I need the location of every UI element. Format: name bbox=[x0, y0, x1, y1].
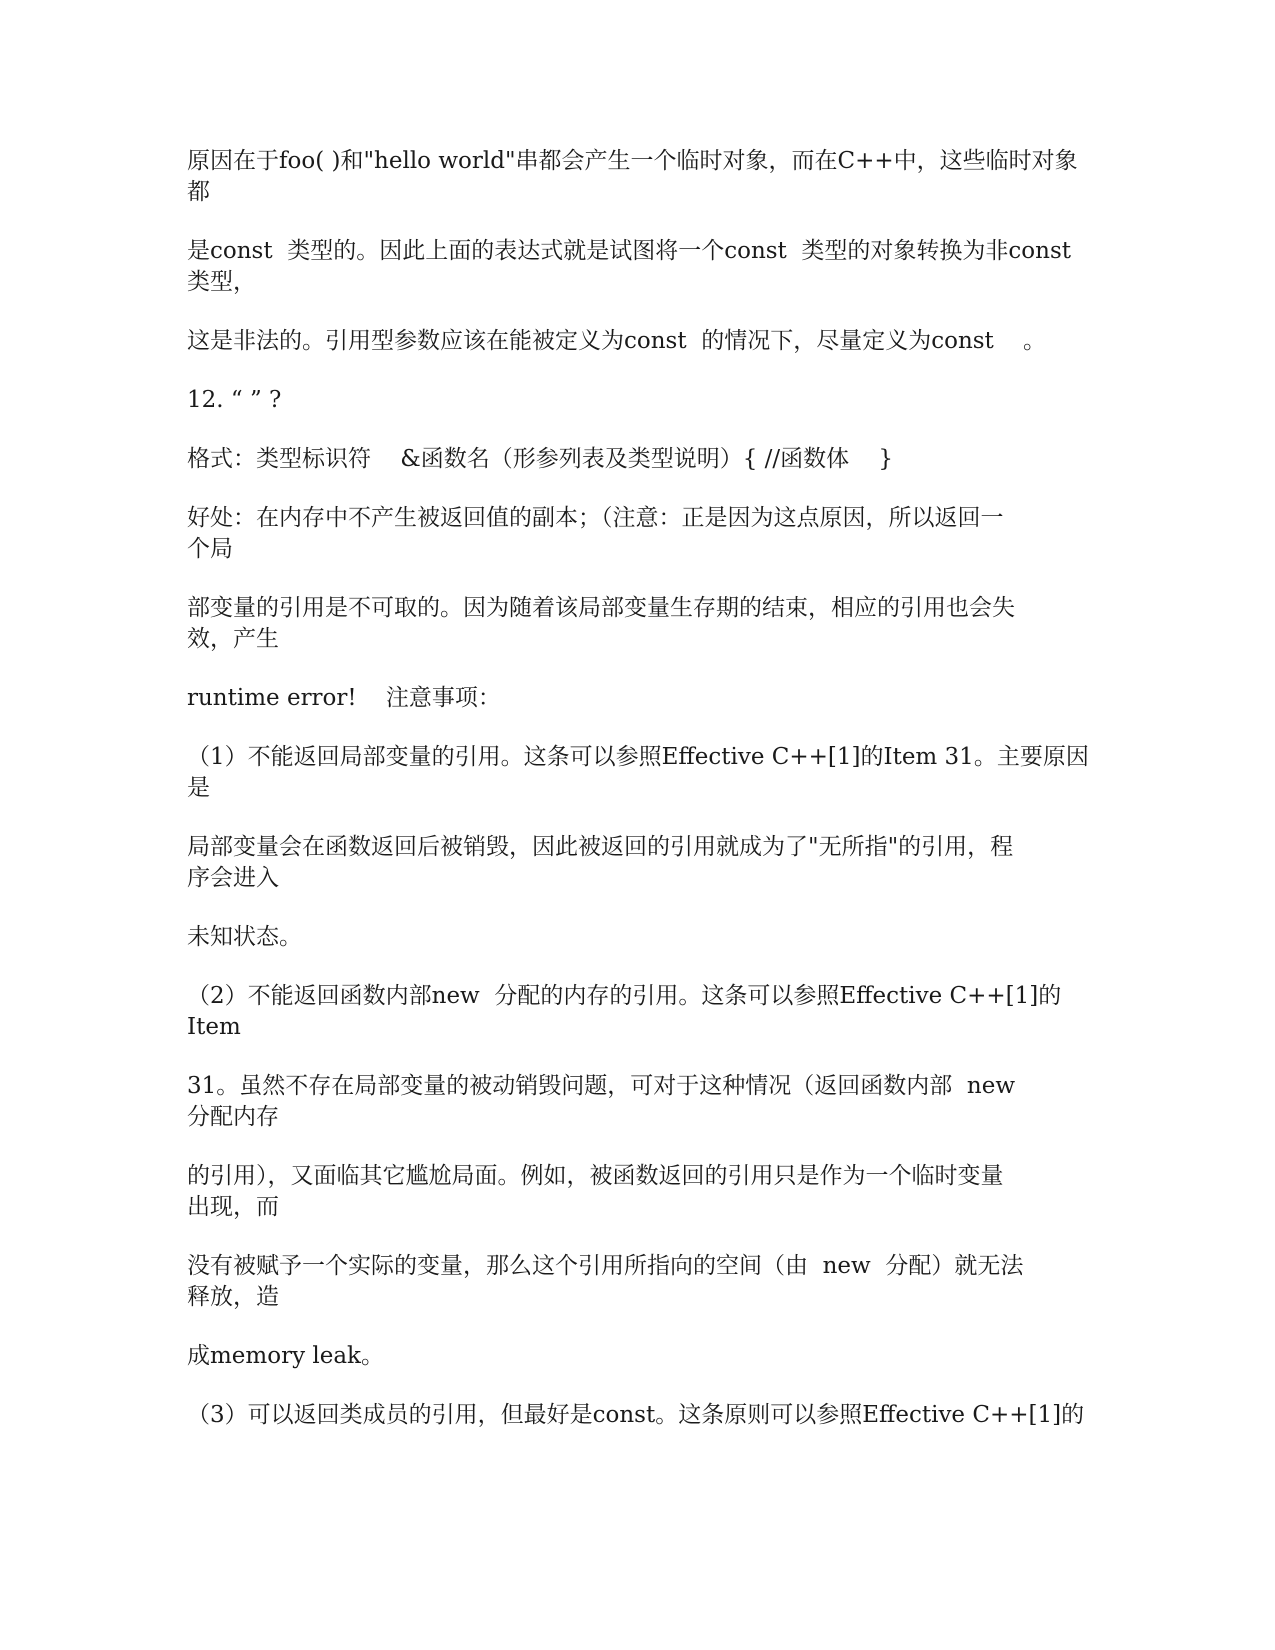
text-line: 部变量的引用是不可取的。因为随着该局部变量生存期的结束，相应的引用也会失 bbox=[187, 595, 1015, 621]
text-line: 分配内存 bbox=[187, 1104, 279, 1130]
paragraph bbox=[187, 236, 1092, 298]
text-line: 类型， bbox=[187, 269, 256, 295]
text-line: 出现，而 bbox=[187, 1194, 279, 1220]
text-line: 个局 bbox=[187, 536, 233, 562]
paragraph bbox=[187, 385, 1092, 416]
text-line: （2）不能返回函数内部new 分配的内存的引用。这条可以参照Effective C++[1]的 bbox=[187, 983, 1062, 1009]
text-line: 12. “ ” ? bbox=[187, 387, 282, 413]
text-line: runtime error! 注意事项： bbox=[187, 685, 501, 711]
paragraph bbox=[187, 503, 1092, 565]
paragraph bbox=[187, 593, 1092, 655]
text-line: 好处：在内存中不产生被返回值的副本；（注意：正是因为这点原因，所以返回一 bbox=[187, 505, 1004, 531]
text-line: Item bbox=[187, 1014, 241, 1040]
paragraph bbox=[187, 981, 1092, 1043]
paragraph bbox=[187, 1161, 1092, 1223]
text-line: 效，产生 bbox=[187, 626, 279, 652]
text-line: 序会进入 bbox=[187, 865, 279, 891]
paragraph bbox=[187, 832, 1092, 894]
paragraph bbox=[187, 922, 1092, 953]
document-body bbox=[187, 146, 1092, 1459]
text-line: （1）不能返回局部变量的引用。这条可以参照Effective C++[1]的Item 31。主要原因 bbox=[187, 744, 1089, 770]
paragraph bbox=[187, 1071, 1092, 1133]
text-line: 都 bbox=[187, 179, 210, 205]
text-line: 局部变量会在函数返回后被销毁，因此被返回的引用就成为了"无所指"的引用，程 bbox=[187, 834, 1014, 860]
paragraph bbox=[187, 683, 1092, 714]
paragraph bbox=[187, 444, 1092, 475]
text-line: 这是非法的。引用型参数应该在能被定义为const 的情况下，尽量定义为const 。 bbox=[187, 328, 1047, 354]
text-line: 未知状态。 bbox=[187, 924, 302, 950]
paragraph bbox=[187, 326, 1092, 357]
text-line: 成memory leak。 bbox=[187, 1343, 384, 1369]
paragraph bbox=[187, 1341, 1092, 1372]
paragraph bbox=[187, 1400, 1092, 1431]
text-line: 没有被赋予一个实际的变量，那么这个引用所指向的空间（由 new 分配）就无法 bbox=[187, 1253, 1024, 1279]
text-line: 的引用），又面临其它尴尬局面。例如，被函数返回的引用只是作为一个临时变量 bbox=[187, 1163, 1004, 1189]
text-line: 是 bbox=[187, 775, 210, 801]
paragraph bbox=[187, 146, 1092, 208]
text-line: 格式：类型标识符 &函数名（形参列表及类型说明）{ //函数体 } bbox=[187, 446, 894, 472]
text-line: 31。虽然不存在局部变量的被动销毁问题，可对于这种情况（返回函数内部 new bbox=[187, 1073, 1015, 1099]
paragraph bbox=[187, 1251, 1092, 1313]
text-line: 释放，造 bbox=[187, 1284, 279, 1310]
text-line: 原因在于foo( )和"hello world"串都会产生一个临时对象，而在C++中，这些临时对象 bbox=[187, 148, 1078, 174]
text-line: 是const 类型的。因此上面的表达式就是试图将一个const 类型的对象转换为非const bbox=[187, 238, 1072, 264]
paragraph bbox=[187, 742, 1092, 804]
text-line: （3）可以返回类成员的引用，但最好是const。这条原则可以参照Effective C++[1]的 bbox=[187, 1402, 1085, 1428]
